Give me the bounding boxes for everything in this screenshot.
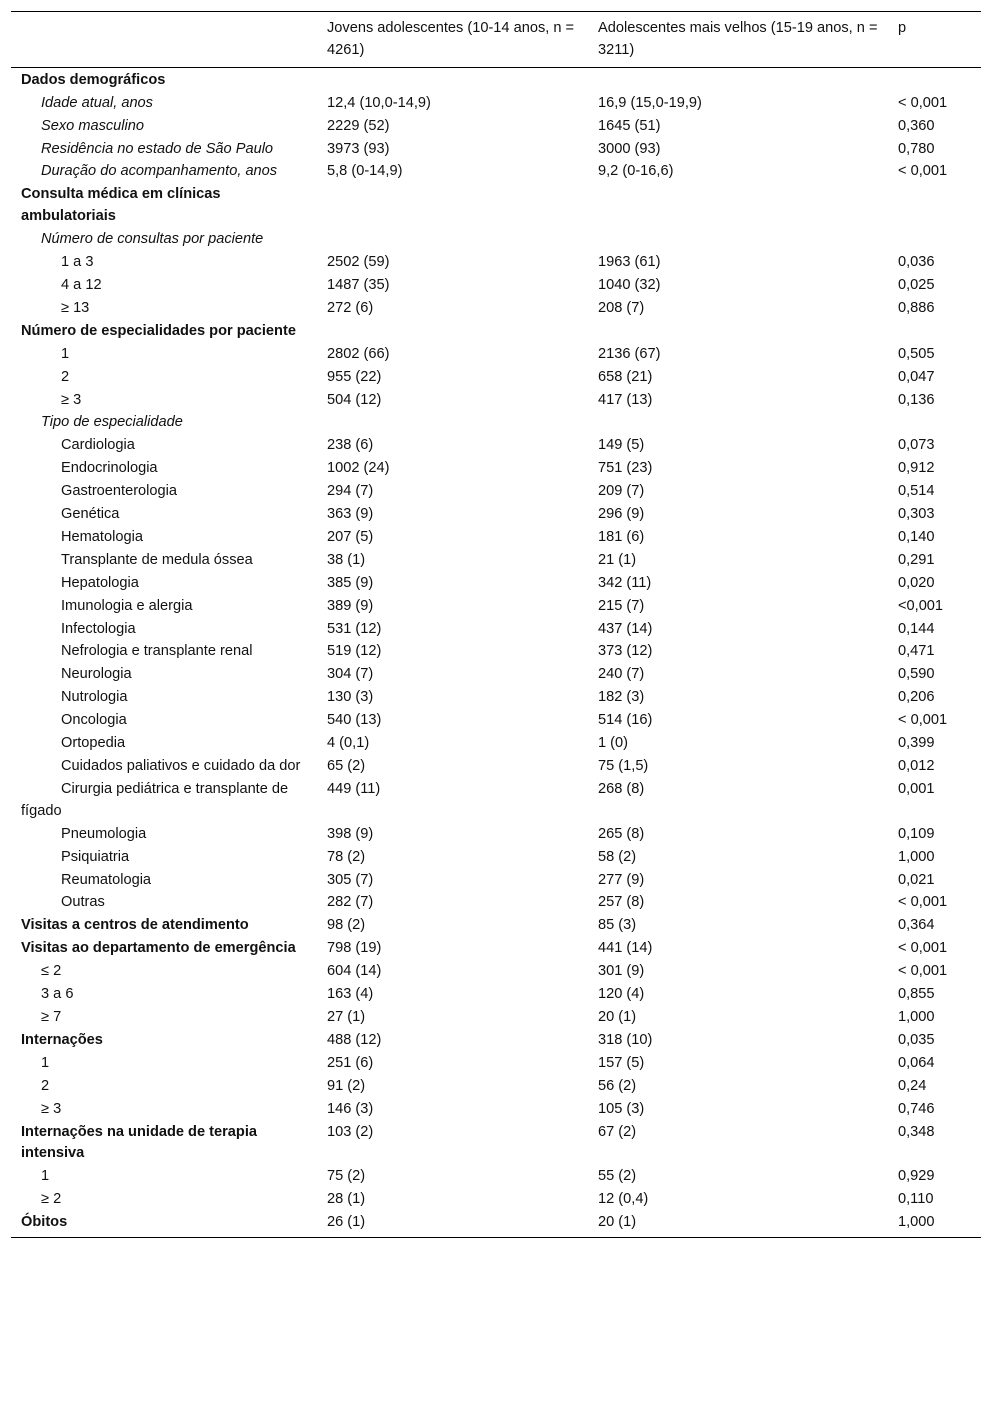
table-row — [11, 1189, 981, 1212]
table-row — [11, 687, 981, 710]
p-value — [888, 412, 981, 435]
older-value: 1645 (51) — [598, 117, 661, 134]
header-older-adolescents: Adolescentes mais velhos (15-19 anos, n = 3211) — [598, 20, 878, 58]
older-value: 658 (21) — [598, 368, 653, 385]
p-value: 0,929 — [898, 1168, 935, 1185]
p-value: 0,886 — [898, 299, 935, 316]
p-value: 0,399 — [898, 735, 935, 752]
young-value: 207 (5) — [327, 528, 374, 545]
young-value: 2229 (52) — [327, 117, 390, 134]
table-row — [11, 138, 981, 161]
p-value: < 0,001 — [898, 94, 948, 111]
older-value: 441 (14) — [598, 940, 653, 957]
older-value: 9,2 (0-16,6) — [598, 163, 674, 180]
p-value: 0,24 — [898, 1077, 927, 1094]
p-value: <0,001 — [898, 597, 944, 614]
young-value: 103 (2) — [327, 1123, 374, 1140]
older-value: 3000 (93) — [598, 140, 661, 157]
header-p-value: p — [898, 20, 907, 36]
table-row — [11, 1098, 981, 1121]
table-row — [11, 618, 981, 641]
p-value: 0,206 — [898, 689, 935, 706]
older-value: 21 (1) — [598, 551, 637, 568]
table-row — [11, 869, 981, 892]
table-row — [11, 297, 981, 320]
older-value: 16,9 (15,0-19,9) — [598, 94, 702, 111]
table-row — [11, 526, 981, 549]
p-value: 0,746 — [898, 1100, 935, 1117]
older-value: 75 (1,5) — [598, 758, 649, 774]
row-label: Hepatologia — [61, 574, 139, 591]
row-label: Nutrologia — [61, 689, 128, 706]
p-value: 0,590 — [898, 666, 935, 683]
header-young-adolescents: Jovens adolescentes (10-14 anos, n = 4261) — [327, 20, 575, 58]
young-value: 504 (12) — [327, 391, 382, 408]
older-value: 105 (3) — [598, 1100, 645, 1117]
table-row — [11, 161, 981, 184]
row-label: Outras — [61, 894, 105, 911]
young-value: 385 (9) — [327, 574, 374, 591]
older-value: 55 (2) — [598, 1168, 637, 1185]
p-value: 0,001 — [898, 780, 935, 797]
p-value: < 0,001 — [898, 963, 948, 980]
young-value: 251 (6) — [327, 1054, 374, 1071]
p-value: 0,855 — [898, 986, 935, 1003]
p-value: 0,471 — [898, 643, 935, 660]
older-value: 751 (23) — [598, 460, 653, 477]
young-value: 26 (1) — [327, 1214, 366, 1231]
young-value: 304 (7) — [327, 666, 374, 683]
row-label: 1 — [61, 345, 70, 362]
table-row — [11, 846, 981, 869]
older-value — [588, 229, 888, 252]
data-table-container — [11, 11, 981, 1238]
p-value — [888, 320, 981, 343]
older-value: 437 (14) — [598, 620, 653, 637]
table-row — [11, 252, 981, 275]
p-value: 0,036 — [898, 254, 935, 271]
older-value: 20 (1) — [598, 1214, 637, 1231]
row-label: Pneumologia — [61, 825, 147, 842]
row-label: Tipo de especialidade — [41, 414, 183, 431]
older-value: 85 (3) — [598, 917, 637, 934]
header-label-column — [11, 12, 317, 68]
row-label: Visitas a centros de atendimento — [21, 917, 249, 934]
p-value: 0,514 — [898, 483, 935, 500]
row-label: ≥ 13 — [61, 299, 90, 316]
older-value: 240 (7) — [598, 666, 645, 683]
older-value: 318 (10) — [598, 1031, 653, 1048]
p-value: 1,000 — [898, 1008, 935, 1025]
young-value: 2502 (59) — [327, 254, 390, 271]
young-value: 163 (4) — [327, 986, 374, 1003]
young-value: 798 (19) — [327, 940, 382, 957]
p-value — [888, 229, 981, 252]
table-row — [11, 366, 981, 389]
table-row — [11, 320, 981, 343]
young-value: 540 (13) — [327, 712, 382, 729]
row-label: Cirurgia pediátrica e transplante de fígado — [21, 780, 289, 819]
p-value: 0,012 — [898, 758, 935, 774]
young-value: 363 (9) — [327, 506, 374, 523]
header-row — [11, 12, 981, 68]
older-value: 2136 (67) — [598, 345, 661, 362]
p-value: < 0,001 — [898, 894, 948, 911]
young-value: 238 (6) — [327, 437, 374, 454]
older-value: 1040 (32) — [598, 276, 661, 293]
young-value: 4 (0,1) — [327, 735, 370, 752]
row-label: 2 — [41, 1077, 50, 1094]
young-value: 955 (22) — [327, 368, 382, 385]
older-value: 58 (2) — [598, 848, 637, 865]
table-row — [11, 481, 981, 504]
young-value: 146 (3) — [327, 1100, 374, 1117]
young-value: 38 (1) — [327, 551, 366, 568]
table-row — [11, 389, 981, 412]
older-value: 257 (8) — [598, 894, 645, 911]
row-label: Dados demográficos — [21, 71, 166, 88]
row-label: Sexo masculino — [41, 117, 145, 134]
row-label: 1 a 3 — [61, 254, 94, 271]
p-value: 0,303 — [898, 506, 935, 523]
young-value — [317, 67, 588, 92]
table-row — [11, 343, 981, 366]
p-value: 0,073 — [898, 437, 935, 454]
p-value: < 0,001 — [898, 712, 948, 729]
row-label: Idade atual, anos — [41, 94, 153, 111]
p-value: 0,021 — [898, 871, 935, 888]
row-label: ≥ 7 — [41, 1008, 62, 1025]
table-row — [11, 1052, 981, 1075]
row-label: Genética — [61, 506, 120, 523]
young-value: 398 (9) — [327, 825, 374, 842]
young-value — [317, 320, 588, 343]
table-row — [11, 892, 981, 915]
table-row — [11, 92, 981, 115]
older-value: 342 (11) — [598, 574, 652, 591]
p-value: 0,912 — [898, 460, 935, 477]
p-value: 0,140 — [898, 528, 935, 545]
young-value: 78 (2) — [327, 848, 366, 865]
p-value: 0,364 — [898, 917, 935, 934]
row-label: Internações na unidade de terapia intensiva — [21, 1123, 258, 1162]
row-label: ≤ 2 — [41, 963, 62, 980]
table-row — [11, 710, 981, 733]
row-label: 3 a 6 — [41, 986, 74, 1003]
table-row — [11, 274, 981, 297]
p-value: 0,109 — [898, 825, 935, 842]
table-row — [11, 823, 981, 846]
young-value: 1002 (24) — [327, 460, 390, 477]
older-value: 120 (4) — [598, 986, 645, 1003]
row-label: Endocrinologia — [61, 460, 158, 477]
p-value: 0,020 — [898, 574, 935, 591]
table-row — [11, 641, 981, 664]
table-row — [11, 572, 981, 595]
young-value: 1487 (35) — [327, 276, 390, 293]
row-label: 4 a 12 — [61, 276, 102, 293]
p-value: 0,064 — [898, 1054, 935, 1071]
row-label: Infectologia — [61, 620, 136, 637]
table-row — [11, 549, 981, 572]
row-label: Cardiologia — [61, 437, 135, 454]
young-value: 12,4 (10,0-14,9) — [327, 94, 431, 111]
young-value — [317, 229, 588, 252]
table-row — [11, 915, 981, 938]
young-value: 519 (12) — [327, 643, 382, 660]
row-label: Visitas ao departamento de emergência — [21, 940, 296, 957]
young-value: 2802 (66) — [327, 345, 390, 362]
table-row — [11, 1212, 981, 1238]
older-value: 514 (16) — [598, 712, 653, 729]
p-value: 0,035 — [898, 1031, 935, 1048]
row-label: Neurologia — [61, 666, 132, 683]
row-label: ≥ 2 — [41, 1191, 62, 1208]
older-value — [588, 67, 888, 92]
young-value: 27 (1) — [327, 1008, 366, 1025]
older-value: 12 (0,4) — [598, 1191, 649, 1208]
table-row — [11, 778, 981, 823]
table-row — [11, 733, 981, 756]
table-row — [11, 984, 981, 1007]
older-value — [588, 320, 888, 343]
table-row — [11, 961, 981, 984]
table-row — [11, 184, 981, 229]
table-row — [11, 115, 981, 138]
older-value: 268 (8) — [598, 780, 645, 797]
older-value: 265 (8) — [598, 825, 645, 842]
p-value: 0,025 — [898, 276, 935, 293]
table-row — [11, 1121, 981, 1166]
young-value: 449 (11) — [327, 780, 381, 797]
older-value: 182 (3) — [598, 689, 645, 706]
table-row — [11, 1166, 981, 1189]
p-value: 0,291 — [898, 551, 935, 568]
row-label: ≥ 3 — [61, 391, 82, 408]
p-value: < 0,001 — [898, 163, 948, 180]
p-value: 0,110 — [898, 1191, 934, 1208]
row-label: Cuidados paliativos e cuidado da dor — [61, 758, 301, 774]
older-value: 20 (1) — [598, 1008, 637, 1025]
young-value: 531 (12) — [327, 620, 382, 637]
row-label: 1 — [41, 1054, 50, 1071]
p-value: 0,360 — [898, 117, 935, 134]
row-label: Duração do acompanhamento, anos — [41, 163, 278, 180]
table-row — [11, 1075, 981, 1098]
table-row — [11, 229, 981, 252]
older-value: 181 (6) — [598, 528, 645, 545]
row-label: Consulta médica em clínicas ambulatoriais — [21, 186, 221, 225]
older-value — [588, 184, 888, 229]
p-value: 1,000 — [898, 1214, 935, 1231]
young-value — [317, 412, 588, 435]
table-row — [11, 67, 981, 92]
p-value: 0,136 — [898, 391, 935, 408]
older-value: 1 (0) — [598, 735, 629, 752]
older-value — [588, 412, 888, 435]
older-value: 157 (5) — [598, 1054, 645, 1071]
row-label: Residência no estado de São Paulo — [41, 140, 274, 157]
p-value: 0,348 — [898, 1123, 935, 1140]
older-value: 417 (13) — [598, 391, 653, 408]
young-value: 75 (2) — [327, 1168, 366, 1185]
young-value: 5,8 (0-14,9) — [327, 163, 403, 180]
young-value: 282 (7) — [327, 894, 374, 911]
p-value — [888, 67, 981, 92]
row-label: 2 — [61, 368, 70, 385]
p-value: 0,780 — [898, 140, 935, 157]
table-row — [11, 1029, 981, 1052]
p-value: 0,047 — [898, 368, 935, 385]
young-value: 389 (9) — [327, 597, 374, 614]
table-row — [11, 756, 981, 779]
row-label: ≥ 3 — [41, 1100, 62, 1117]
row-label: Reumatologia — [61, 871, 152, 888]
row-label: Internações — [21, 1031, 103, 1048]
table-row — [11, 504, 981, 527]
older-value: 215 (7) — [598, 597, 645, 614]
young-value: 272 (6) — [327, 299, 374, 316]
older-value: 208 (7) — [598, 299, 645, 316]
p-value — [888, 184, 981, 229]
older-value: 209 (7) — [598, 483, 645, 500]
row-label: Hematologia — [61, 528, 143, 545]
p-value: < 0,001 — [898, 940, 948, 957]
young-value: 65 (2) — [327, 758, 366, 774]
row-label: 1 — [41, 1168, 50, 1185]
table-header — [11, 12, 981, 68]
table-row — [11, 664, 981, 687]
table-body — [11, 67, 981, 1237]
table-row — [11, 412, 981, 435]
table-row — [11, 595, 981, 618]
row-label: Oncologia — [61, 712, 127, 729]
table-row — [11, 435, 981, 458]
young-value: 91 (2) — [327, 1077, 366, 1094]
p-value: 0,144 — [898, 620, 935, 637]
young-value: 294 (7) — [327, 483, 374, 500]
row-label: Número de consultas por paciente — [41, 231, 264, 248]
young-value: 130 (3) — [327, 689, 374, 706]
table-row — [11, 1006, 981, 1029]
older-value: 296 (9) — [598, 506, 645, 523]
young-value: 305 (7) — [327, 871, 374, 888]
young-value: 3973 (93) — [327, 140, 390, 157]
older-value: 1963 (61) — [598, 254, 661, 271]
row-label: Número de especialidades por paciente — [21, 322, 296, 339]
young-value: 604 (14) — [327, 963, 382, 980]
older-value: 373 (12) — [598, 643, 653, 660]
p-value: 0,505 — [898, 345, 935, 362]
older-value: 56 (2) — [598, 1077, 637, 1094]
table-row — [11, 938, 981, 961]
row-label: Transplante de medula óssea — [61, 551, 253, 568]
young-value — [317, 184, 588, 229]
young-value: 98 (2) — [327, 917, 366, 934]
row-label: Óbitos — [21, 1214, 68, 1231]
older-value: 67 (2) — [598, 1123, 637, 1140]
row-label: Nefrologia e transplante renal — [61, 643, 253, 660]
older-value: 149 (5) — [598, 437, 645, 454]
row-label: Gastroenterologia — [61, 483, 178, 500]
young-value: 28 (1) — [327, 1191, 366, 1208]
young-value: 488 (12) — [327, 1031, 382, 1048]
table-row — [11, 458, 981, 481]
row-label: Imunologia e alergia — [61, 597, 193, 614]
older-value: 277 (9) — [598, 871, 645, 888]
row-label: Psiquiatria — [61, 848, 130, 865]
row-label: Ortopedia — [61, 735, 126, 752]
p-value: 1,000 — [898, 848, 935, 865]
older-value: 301 (9) — [598, 963, 645, 980]
data-table — [11, 11, 981, 1238]
